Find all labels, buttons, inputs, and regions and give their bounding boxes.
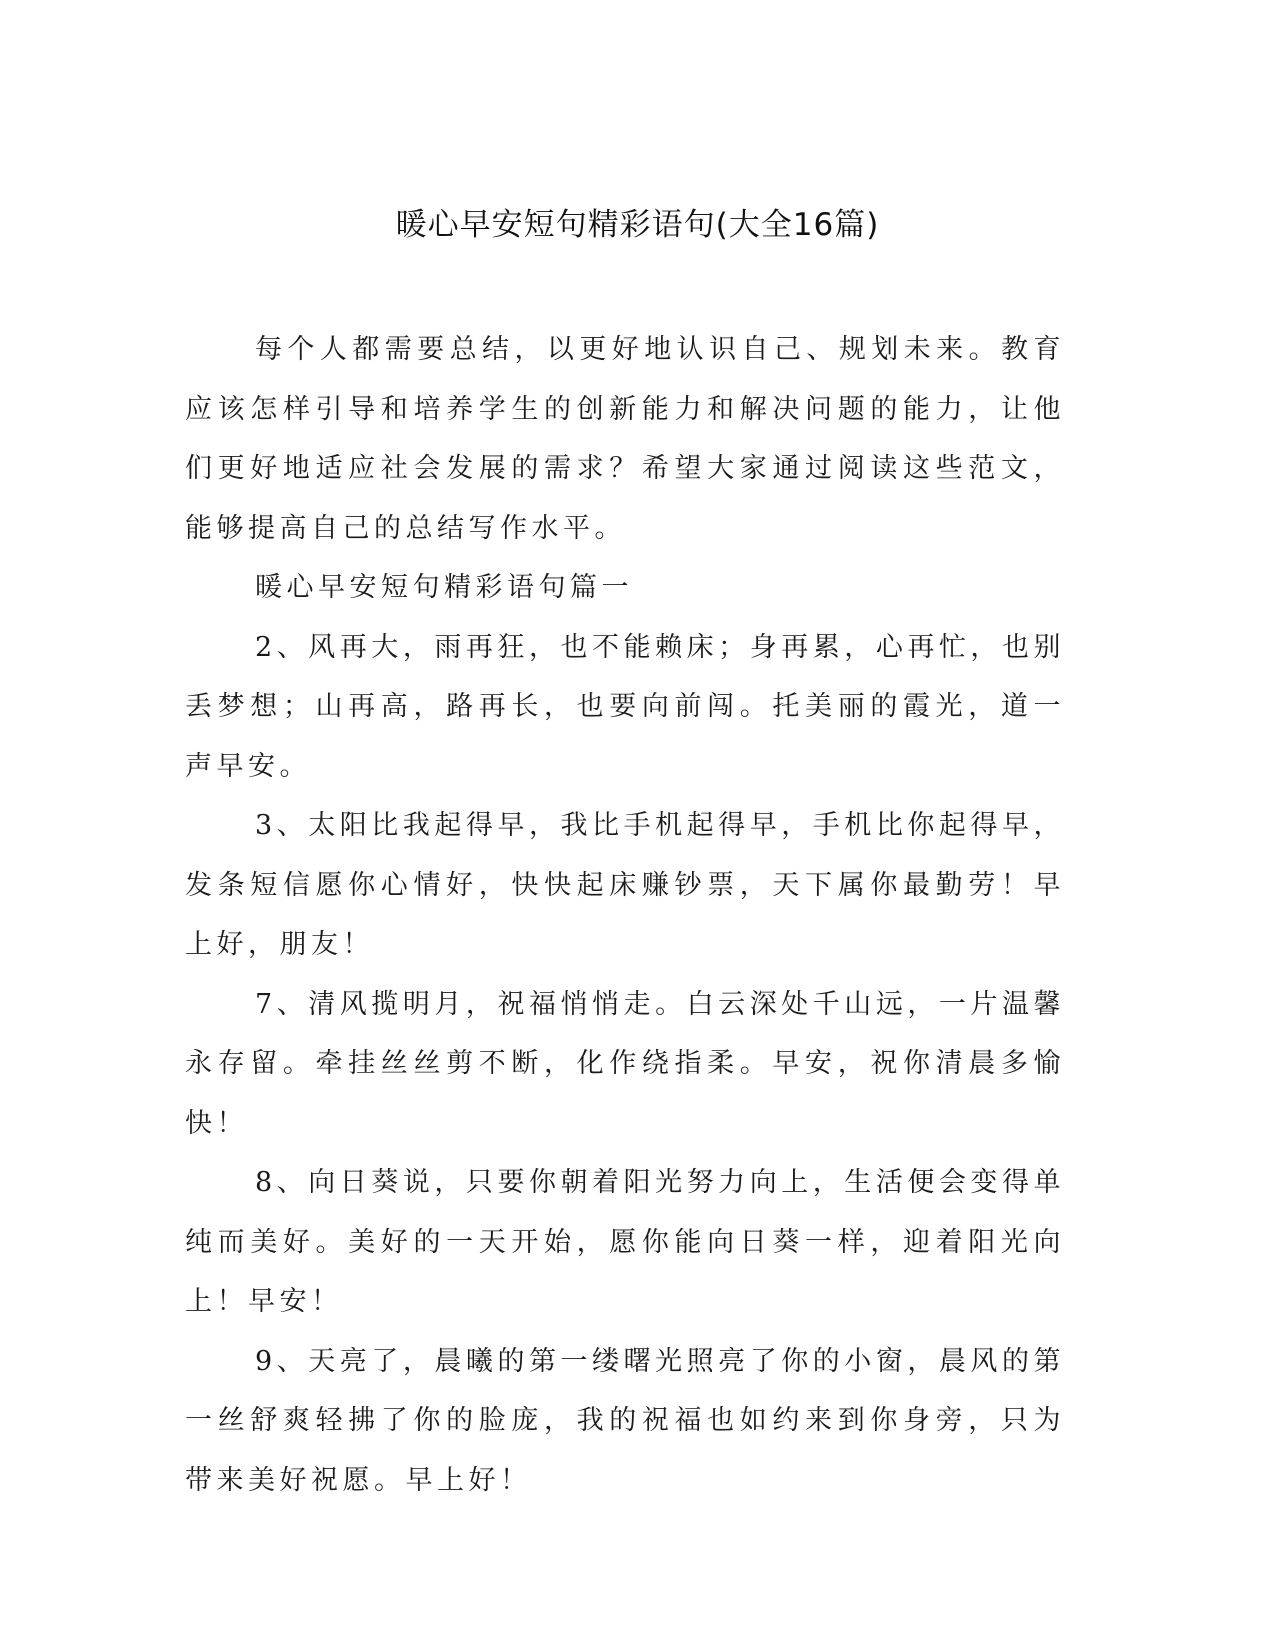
quote-paragraph: 9、天亮了，晨曦的第一缕曙光照亮了你的小窗，晨风的第一丝舒爽轻拂了你的脸庞，我的祝福也如约来到你身旁，只为带来美好祝愿。早上好！ <box>185 1345 1065 1496</box>
section-heading: 暖心早安短句精彩语句篇一 <box>255 572 633 603</box>
document-title: 暖心早安短句精彩语句(大全16篇) <box>395 207 880 243</box>
document-body <box>185 320 1065 1510</box>
quote-paragraph: 3、太阳比我起得早，我比手机起得早，手机比你起得早，发条短信愿你心情好，快快起床赚钞票，天下属你最勤劳！早上好，朋友！ <box>185 810 1065 960</box>
intro-paragraph: 每个人都需要总结，以更好地认识自己、规划未来。教育应该怎样引导和培养学生的创新能力和解决问题的能力，让他们更好地适应社会发展的需求？希望大家通过阅读这些范文，能够提高自己的总结写作水平。 <box>185 334 1065 544</box>
quote-paragraph: 8、向日葵说，只要你朝着阳光努力向上，生活便会变得单纯而美好。美好的一天开始，愿你能向日葵一样，迎着阳光向上！早安！ <box>185 1167 1065 1317</box>
quote-paragraph: 7、清风揽明月，祝福悄悄走。白云深处千山远，一片温馨永存留。牵挂丝丝剪不断，化作绕指柔。早安，祝你清晨多愉快！ <box>185 988 1065 1139</box>
quote-paragraph: 2、风再大，雨再狂，也不能赖床；身再累，心再忙，也别丢梦想；山再高，路再长，也要向前闯。托美丽的霞光，道一声早安。 <box>185 631 1065 782</box>
